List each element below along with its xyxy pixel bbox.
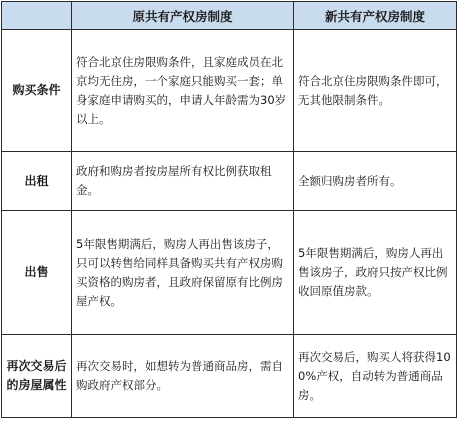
table-row [2,211,457,335]
old-resale: 5年限售期满后，购房人再出售该房子，只可以转售给同样具备购买共有产权房购买资格的购房者，且政府保留原有比例房屋产权。 [72,211,294,335]
row-label-purchase-conditions: 购买条件 [2,30,72,152]
row-label-resale: 出售 [2,211,72,335]
old-purchase-conditions: 符合北京住房限购条件，且家庭成员在北京均无住房，一个家庭只能购买一套；单身家庭申请购买的，申请人年龄需为30岁以上。 [72,30,294,152]
new-purchase-conditions: 符合北京住房限购条件即可，无其他限制条件。 [294,30,457,152]
old-rental: 政府和购房者按房屋所有权比例获取租金。 [72,152,294,211]
column-header-new-system: 新共有产权房制度 [294,2,457,30]
table-row [2,335,457,418]
table-row [2,152,457,211]
new-resale: 5年限售期满后，购房人再出售该房子，政府只按产权比例收回原值房款。 [294,211,457,335]
row-label-rental: 出租 [2,152,72,211]
column-header-old-system: 原共有产权房制度 [72,2,294,30]
header-row [2,2,457,30]
new-rental: 全额归购房者所有。 [294,152,457,211]
corner-cell [2,2,72,30]
old-property-status-after-retrade: 再次交易时，如想转为普通商品房，需自购政府产权部分。 [72,335,294,418]
new-property-status-after-retrade: 再次交易后，购买人将获得100%产权，自动转为普通商品房。 [294,335,457,418]
comparison-table [1,1,457,418]
row-label-property-status-after-retrade: 再次交易后的房屋属性 [2,335,72,418]
table-row [2,30,457,152]
